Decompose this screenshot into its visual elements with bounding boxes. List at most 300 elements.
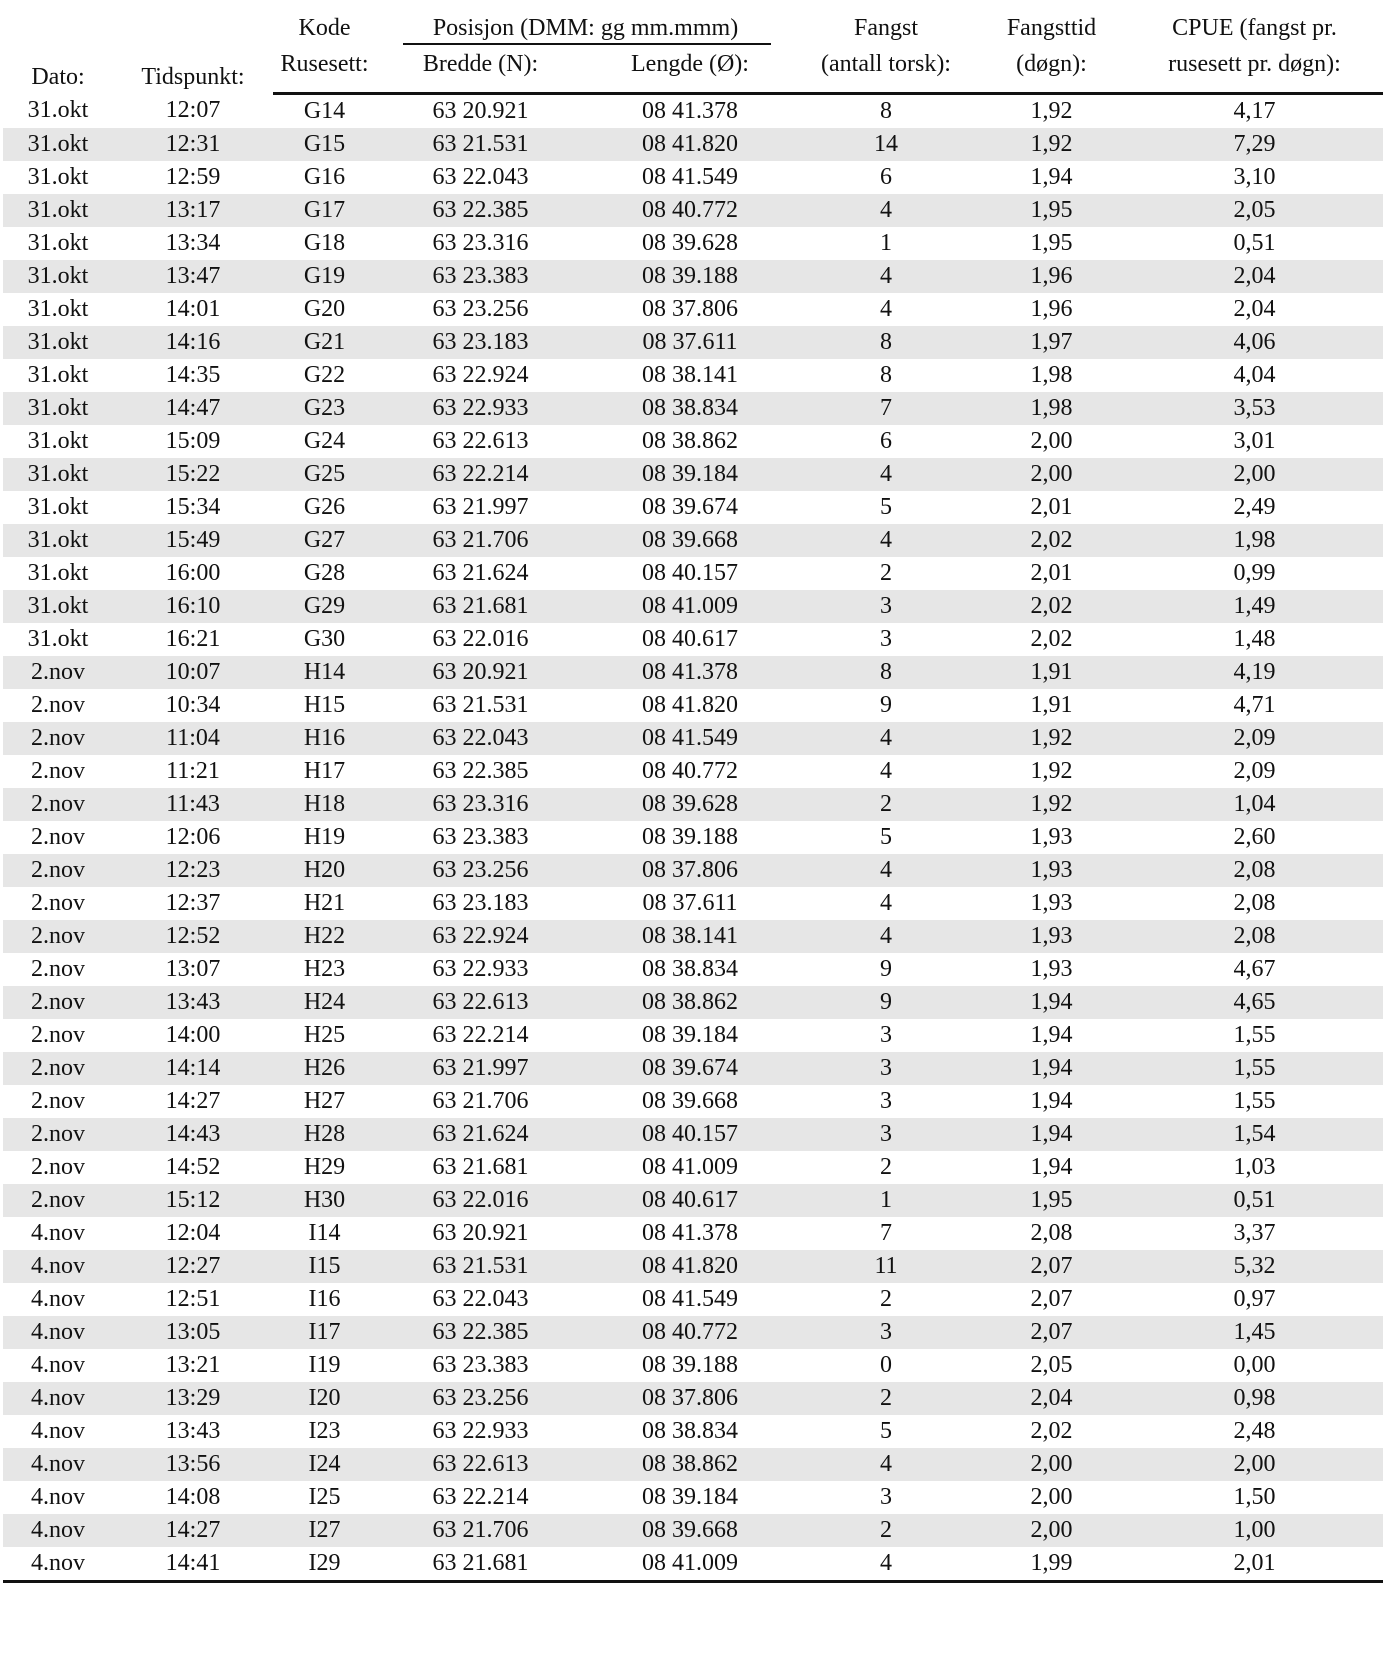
tidspunkt-cell: 10:07 [113, 656, 273, 689]
kode-cell: H15 [303, 692, 346, 718]
bredde-cell: 63 23.256 [432, 296, 529, 322]
bredde-cell: 63 21.531 [432, 692, 529, 718]
lengde-cell: 08 37.806 [585, 854, 795, 887]
header-dato: Dato: [3, 0, 113, 94]
cpue-cell: 1,55 [1233, 1088, 1276, 1114]
fangst-cell: 1 [880, 230, 892, 256]
table-row [3, 1085, 1383, 1118]
kode-cell: H20 [273, 854, 376, 887]
fangst-cell: 7 [795, 392, 977, 425]
table-row [3, 161, 1383, 194]
table-row [3, 94, 1383, 129]
fangsttid-cell: 1,92 [1030, 98, 1073, 124]
bredde-cell: 63 22.385 [376, 194, 585, 227]
dato-cell: 31.okt [27, 362, 89, 388]
tidspunkt-cell: 13:29 [113, 1382, 273, 1415]
dato-cell: 2.nov [31, 692, 85, 718]
fangst-cell: 0 [880, 1352, 892, 1378]
fangst-cell: 3 [880, 626, 892, 652]
cpue-cell: 4,67 [1233, 956, 1276, 982]
fangsttid-cell: 1,92 [977, 722, 1126, 755]
dato-cell: 31.okt [3, 326, 113, 359]
bredde-cell: 63 23.383 [432, 1352, 529, 1378]
kode-cell: G17 [273, 194, 376, 227]
cpue-cell: 1,50 [1233, 1484, 1276, 1510]
cpue-cell: 4,65 [1126, 986, 1383, 1019]
table-row [3, 425, 1383, 458]
fangsttid-cell: 1,92 [1030, 758, 1073, 784]
cpue-cell: 2,04 [1233, 296, 1276, 322]
cpue-cell: 3,37 [1233, 1220, 1276, 1246]
kode-cell: G22 [303, 362, 346, 388]
cpue-cell: 2,08 [1233, 890, 1276, 916]
fangsttid-cell: 1,93 [977, 854, 1126, 887]
header-fangst-line1: Fangst [795, 0, 977, 45]
lengde-cell: 08 37.806 [585, 1382, 795, 1415]
fangst-cell: 3 [880, 1484, 892, 1510]
lengde-cell: 08 41.820 [585, 128, 795, 161]
lengde-cell: 08 38.862 [585, 1448, 795, 1481]
dato-cell: 2.nov [3, 656, 113, 689]
kode-cell: H28 [273, 1118, 376, 1151]
fangst-cell: 2 [795, 1382, 977, 1415]
fangsttid-cell: 1,99 [977, 1547, 1126, 1582]
cpue-cell: 4,19 [1126, 656, 1383, 689]
dato-cell: 2.nov [3, 1184, 113, 1217]
cpue-cell: 3,53 [1126, 392, 1383, 425]
header-kode-line2: Rusesett: [273, 45, 376, 94]
kode-cell: H30 [273, 1184, 376, 1217]
fangst-cell: 5 [880, 494, 892, 520]
fangst-cell: 11 [795, 1250, 977, 1283]
cpue-cell: 2,05 [1126, 194, 1383, 227]
lengde-cell: 08 41.009 [642, 1154, 738, 1180]
lengde-cell: 08 38.141 [585, 920, 795, 953]
tidspunkt-cell: 13:34 [165, 230, 221, 256]
fangsttid-cell: 2,00 [1030, 428, 1073, 454]
cpue-cell: 0,97 [1233, 1286, 1276, 1312]
dato-cell: 31.okt [27, 164, 89, 190]
fangsttid-cell: 2,00 [977, 458, 1126, 491]
dato-cell: 2.nov [31, 758, 85, 784]
header-cpue-line1: CPUE (fangst pr. [1126, 0, 1383, 45]
fangst-cell: 3 [795, 1316, 977, 1349]
tidspunkt-cell: 15:34 [165, 494, 221, 520]
tidspunkt-cell: 15:09 [165, 428, 221, 454]
tidspunkt-cell: 11:43 [113, 788, 273, 821]
bredde-cell: 63 22.043 [376, 722, 585, 755]
fangst-cell: 9 [880, 956, 892, 982]
dato-cell: 2.nov [31, 956, 85, 982]
dato-cell: 2.nov [31, 824, 85, 850]
fangst-cell: 3 [880, 1022, 892, 1048]
kode-cell: G16 [303, 164, 346, 190]
table-row [3, 557, 1383, 590]
kode-cell: I27 [273, 1514, 376, 1547]
table-row [3, 359, 1383, 392]
header-fangsttid-line1: Fangsttid [977, 0, 1126, 45]
fangsttid-cell: 2,02 [1030, 626, 1073, 652]
kode-cell: I16 [308, 1286, 341, 1312]
fangsttid-cell: 2,05 [1030, 1352, 1073, 1378]
kode-cell: I14 [308, 1220, 341, 1246]
tidspunkt-cell: 14:47 [113, 392, 273, 425]
fangst-cell: 4 [795, 458, 977, 491]
catch-data-table [3, 0, 1383, 1583]
table-row [3, 1514, 1383, 1547]
fangst-cell: 6 [880, 164, 892, 190]
tidspunkt-cell: 13:05 [113, 1316, 273, 1349]
bredde-cell: 63 23.256 [376, 854, 585, 887]
bredde-cell: 63 21.706 [432, 1088, 529, 1114]
bredde-cell: 63 22.043 [432, 164, 529, 190]
header-tidspunkt: Tidspunkt: [113, 0, 273, 94]
tidspunkt-cell: 15:49 [113, 524, 273, 557]
kode-cell: G23 [273, 392, 376, 425]
fangsttid-cell: 1,94 [1030, 1022, 1073, 1048]
kode-cell: H21 [303, 890, 346, 916]
cpue-cell: 2,00 [1126, 458, 1383, 491]
fangsttid-cell: 1,94 [1030, 1088, 1073, 1114]
fangsttid-cell: 1,95 [977, 194, 1126, 227]
bredde-cell: 63 20.921 [432, 1220, 529, 1246]
dato-cell: 31.okt [3, 194, 113, 227]
table-row [3, 227, 1383, 260]
lengde-cell: 08 39.188 [642, 1352, 738, 1378]
cpue-cell: 2,48 [1233, 1418, 1276, 1444]
fangsttid-cell: 1,94 [1030, 164, 1073, 190]
dato-cell: 31.okt [27, 626, 89, 652]
cpue-cell: 1,55 [1233, 1022, 1276, 1048]
kode-cell: G27 [273, 524, 376, 557]
dato-cell: 2.nov [3, 986, 113, 1019]
lengde-cell: 08 38.862 [585, 986, 795, 1019]
fangsttid-cell: 1,93 [1030, 956, 1073, 982]
dato-cell: 4.nov [31, 1286, 85, 1312]
lengde-cell: 08 39.674 [642, 494, 738, 520]
table-body [3, 94, 1383, 1582]
cpue-cell: 1,03 [1233, 1154, 1276, 1180]
fangst-cell: 8 [795, 656, 977, 689]
kode-cell: G14 [303, 98, 346, 124]
lengde-cell: 08 38.834 [642, 1418, 738, 1444]
fangst-cell: 2 [795, 1514, 977, 1547]
lengde-cell: 08 39.184 [642, 1484, 738, 1510]
lengde-cell: 08 40.617 [585, 1184, 795, 1217]
fangsttid-cell: 1,91 [1030, 692, 1073, 718]
dato-cell: 4.nov [3, 1547, 113, 1582]
tidspunkt-cell: 14:52 [165, 1154, 221, 1180]
bredde-cell: 63 22.924 [432, 362, 529, 388]
tidspunkt-cell: 13:56 [113, 1448, 273, 1481]
table-row [3, 260, 1383, 293]
dato-cell: 2.nov [3, 788, 113, 821]
fangst-cell: 8 [880, 362, 892, 388]
dato-cell: 31.okt [3, 458, 113, 491]
dato-cell: 31.okt [27, 428, 89, 454]
dato-cell: 31.okt [3, 392, 113, 425]
lengde-cell: 08 39.668 [585, 524, 795, 557]
kode-cell: G18 [303, 230, 346, 256]
table-row [3, 788, 1383, 821]
tidspunkt-cell: 13:47 [113, 260, 273, 293]
table-row [3, 623, 1383, 656]
bredde-cell: 63 23.316 [376, 788, 585, 821]
lengde-cell: 08 41.009 [585, 590, 795, 623]
table-row [3, 128, 1383, 161]
table-row [3, 1184, 1383, 1217]
fangsttid-cell: 1,92 [977, 128, 1126, 161]
fangst-cell: 6 [880, 428, 892, 454]
tidspunkt-cell: 14:00 [165, 1022, 221, 1048]
bredde-cell: 63 22.613 [376, 986, 585, 1019]
kode-cell: G20 [303, 296, 346, 322]
header-lengde: Lengde (Ø): [585, 45, 795, 94]
table-row [3, 722, 1383, 755]
lengde-cell: 08 40.772 [642, 758, 738, 784]
fangsttid-cell: 1,93 [977, 920, 1126, 953]
fangsttid-cell: 2,07 [1030, 1286, 1073, 1312]
lengde-cell: 08 40.157 [585, 1118, 795, 1151]
table-row [3, 1151, 1383, 1184]
kode-cell: H18 [273, 788, 376, 821]
bredde-cell: 63 22.933 [432, 956, 529, 982]
table-row [3, 1349, 1383, 1382]
dato-cell: 4.nov [3, 1514, 113, 1547]
kode-cell: H22 [273, 920, 376, 953]
fangst-cell: 3 [880, 1088, 892, 1114]
fangst-cell: 3 [795, 1118, 977, 1151]
dato-cell: 31.okt [3, 128, 113, 161]
fangst-cell: 9 [880, 692, 892, 718]
fangst-cell: 4 [880, 890, 892, 916]
tidspunkt-cell: 13:17 [113, 194, 273, 227]
header-fangsttid-line2: (døgn): [977, 45, 1126, 94]
dato-cell: 31.okt [3, 524, 113, 557]
lengde-cell: 08 39.188 [585, 260, 795, 293]
kode-cell: G28 [303, 560, 346, 586]
bredde-cell: 63 21.531 [376, 1250, 585, 1283]
lengde-cell: 08 41.820 [642, 692, 738, 718]
cpue-cell: 2,08 [1126, 854, 1383, 887]
fangst-cell: 2 [795, 788, 977, 821]
fangsttid-cell: 2,02 [977, 524, 1126, 557]
tidspunkt-cell: 11:21 [166, 758, 220, 784]
dato-cell: 2.nov [3, 1118, 113, 1151]
lengde-cell: 08 40.157 [642, 560, 738, 586]
cpue-cell: 3,10 [1233, 164, 1276, 190]
tidspunkt-cell: 14:43 [113, 1118, 273, 1151]
header-posisjon-label: Posisjon (DMM: gg mm.mmm) [432, 15, 739, 41]
fangsttid-cell: 1,94 [1030, 1154, 1073, 1180]
table-row [3, 821, 1383, 854]
tidspunkt-cell: 12:52 [113, 920, 273, 953]
fangst-cell: 7 [880, 1220, 892, 1246]
bredde-cell: 63 23.383 [376, 260, 585, 293]
cpue-cell: 4,17 [1233, 98, 1276, 124]
header-bredde: Bredde (N): [376, 45, 585, 94]
fangst-cell: 3 [795, 1052, 977, 1085]
bredde-cell: 63 21.681 [432, 1154, 529, 1180]
lengde-cell: 08 38.862 [642, 428, 738, 454]
tidspunkt-cell: 16:21 [165, 626, 221, 652]
tidspunkt-cell: 12:07 [165, 97, 221, 124]
lengde-cell: 08 37.806 [642, 296, 738, 322]
lengde-cell: 08 41.378 [642, 98, 738, 124]
fangst-cell: 2 [880, 1154, 892, 1180]
header-cpue-line2: rusesett pr. døgn): [1126, 45, 1383, 94]
tidspunkt-cell: 16:10 [113, 590, 273, 623]
bredde-cell: 63 21.997 [376, 1052, 585, 1085]
fangst-cell: 2 [880, 1286, 892, 1312]
fangst-cell: 4 [795, 194, 977, 227]
fangsttid-cell: 1,95 [977, 1184, 1126, 1217]
fangst-cell: 5 [880, 824, 892, 850]
tidspunkt-cell: 14:27 [165, 1088, 221, 1114]
bredde-cell: 63 23.256 [376, 1382, 585, 1415]
bredde-cell: 63 22.613 [376, 1448, 585, 1481]
tidspunkt-cell: 10:34 [165, 692, 221, 718]
lengde-cell: 08 40.617 [642, 626, 738, 652]
table-row [3, 1448, 1383, 1481]
table-row [3, 590, 1383, 623]
tidspunkt-cell: 12:27 [113, 1250, 273, 1283]
table-row [3, 524, 1383, 557]
table-row [3, 491, 1383, 524]
table-row [3, 1415, 1383, 1448]
tidspunkt-cell: 16:00 [165, 560, 221, 586]
kode-cell: G21 [273, 326, 376, 359]
fangst-cell: 9 [795, 986, 977, 1019]
fangst-cell: 4 [795, 1547, 977, 1582]
dato-cell: 2.nov [31, 1022, 85, 1048]
lengde-cell: 08 41.820 [585, 1250, 795, 1283]
kode-cell: G26 [303, 494, 346, 520]
fangst-cell: 4 [795, 260, 977, 293]
kode-cell: G30 [303, 626, 346, 652]
fangst-cell: 3 [795, 590, 977, 623]
tidspunkt-cell: 13:21 [165, 1352, 221, 1378]
lengde-cell: 08 39.674 [585, 1052, 795, 1085]
cpue-cell: 7,29 [1126, 128, 1383, 161]
lengde-cell: 08 38.834 [585, 392, 795, 425]
dato-cell: 31.okt [3, 260, 113, 293]
table-row [3, 986, 1383, 1019]
kode-cell: I23 [308, 1418, 341, 1444]
kode-cell: I29 [273, 1547, 376, 1582]
cpue-cell: 1,49 [1126, 590, 1383, 623]
fangst-cell: 14 [795, 128, 977, 161]
fangst-cell: 4 [795, 920, 977, 953]
tidspunkt-cell: 13:43 [113, 986, 273, 1019]
dato-cell: 4.nov [31, 1418, 85, 1444]
table-row [3, 689, 1383, 722]
fangst-cell: 4 [795, 1448, 977, 1481]
fangst-cell: 2 [880, 560, 892, 586]
fangst-cell: 4 [880, 758, 892, 784]
fangsttid-cell: 1,94 [977, 986, 1126, 1019]
cpue-cell: 1,54 [1126, 1118, 1383, 1151]
lengde-cell: 08 38.834 [642, 956, 738, 982]
table-row [3, 755, 1383, 788]
table-row [3, 392, 1383, 425]
bredde-cell: 63 21.624 [432, 560, 529, 586]
kode-cell: H19 [303, 824, 346, 850]
dato-cell: 4.nov [31, 1352, 85, 1378]
bredde-cell: 63 22.016 [432, 626, 529, 652]
fangsttid-cell: 1,98 [977, 392, 1126, 425]
lengde-cell: 08 39.188 [642, 824, 738, 850]
table-row [3, 458, 1383, 491]
dato-cell: 4.nov [3, 1448, 113, 1481]
tidspunkt-cell: 14:35 [165, 362, 221, 388]
tidspunkt-cell: 14:14 [113, 1052, 273, 1085]
tidspunkt-cell: 14:27 [113, 1514, 273, 1547]
tidspunkt-cell: 12:23 [113, 854, 273, 887]
bredde-cell: 63 20.921 [376, 656, 585, 689]
dato-cell: 31.okt [27, 494, 89, 520]
fangst-cell: 8 [795, 326, 977, 359]
kode-cell: G29 [273, 590, 376, 623]
cpue-cell: 1,04 [1126, 788, 1383, 821]
kode-cell: H29 [303, 1154, 346, 1180]
dato-cell: 2.nov [3, 1052, 113, 1085]
fangsttid-cell: 2,08 [1030, 1220, 1073, 1246]
tidspunkt-cell: 14:41 [113, 1547, 273, 1582]
tidspunkt-cell: 14:08 [165, 1484, 221, 1510]
fangsttid-cell: 2,00 [1030, 1484, 1073, 1510]
fangsttid-cell: 1,94 [977, 1118, 1126, 1151]
bredde-cell: 63 21.681 [376, 1547, 585, 1582]
fangsttid-cell: 2,01 [1030, 494, 1073, 520]
tidspunkt-cell: 12:06 [165, 824, 221, 850]
bredde-cell: 63 22.613 [432, 428, 529, 454]
kode-cell: I17 [273, 1316, 376, 1349]
cpue-cell: 1,55 [1126, 1052, 1383, 1085]
bredde-cell: 63 21.624 [376, 1118, 585, 1151]
table-row [3, 1316, 1383, 1349]
lengde-cell: 08 39.184 [585, 458, 795, 491]
kode-cell: H23 [303, 956, 346, 982]
dato-cell: 4.nov [31, 1484, 85, 1510]
bredde-cell: 63 21.706 [376, 524, 585, 557]
fangst-cell: 4 [880, 296, 892, 322]
lengde-cell: 08 37.611 [585, 326, 795, 359]
cpue-cell: 1,48 [1233, 626, 1276, 652]
cpue-cell: 2,00 [1126, 1448, 1383, 1481]
table-row [3, 1217, 1383, 1250]
lengde-cell: 08 41.009 [585, 1547, 795, 1582]
lengde-cell: 08 39.668 [642, 1088, 738, 1114]
bredde-cell: 63 21.681 [376, 590, 585, 623]
bredde-cell: 63 22.214 [432, 1022, 529, 1048]
table-row [3, 1250, 1383, 1283]
posisjon-underline [403, 43, 771, 45]
header-kode-line1: Kode [273, 0, 376, 45]
dato-cell: 4.nov [31, 1220, 85, 1246]
fangsttid-cell: 1,96 [977, 260, 1126, 293]
header-fangst-line2: (antall torsk): [795, 45, 977, 94]
table-row [3, 1547, 1383, 1582]
dato-cell: 2.nov [31, 890, 85, 916]
fangsttid-cell: 2,01 [1030, 560, 1073, 586]
kode-cell: I24 [273, 1448, 376, 1481]
cpue-cell: 2,09 [1126, 722, 1383, 755]
bredde-cell: 63 22.016 [376, 1184, 585, 1217]
dato-cell: 4.nov [3, 1316, 113, 1349]
bredde-cell: 63 22.933 [432, 1418, 529, 1444]
tidspunkt-cell: 12:59 [165, 164, 221, 190]
